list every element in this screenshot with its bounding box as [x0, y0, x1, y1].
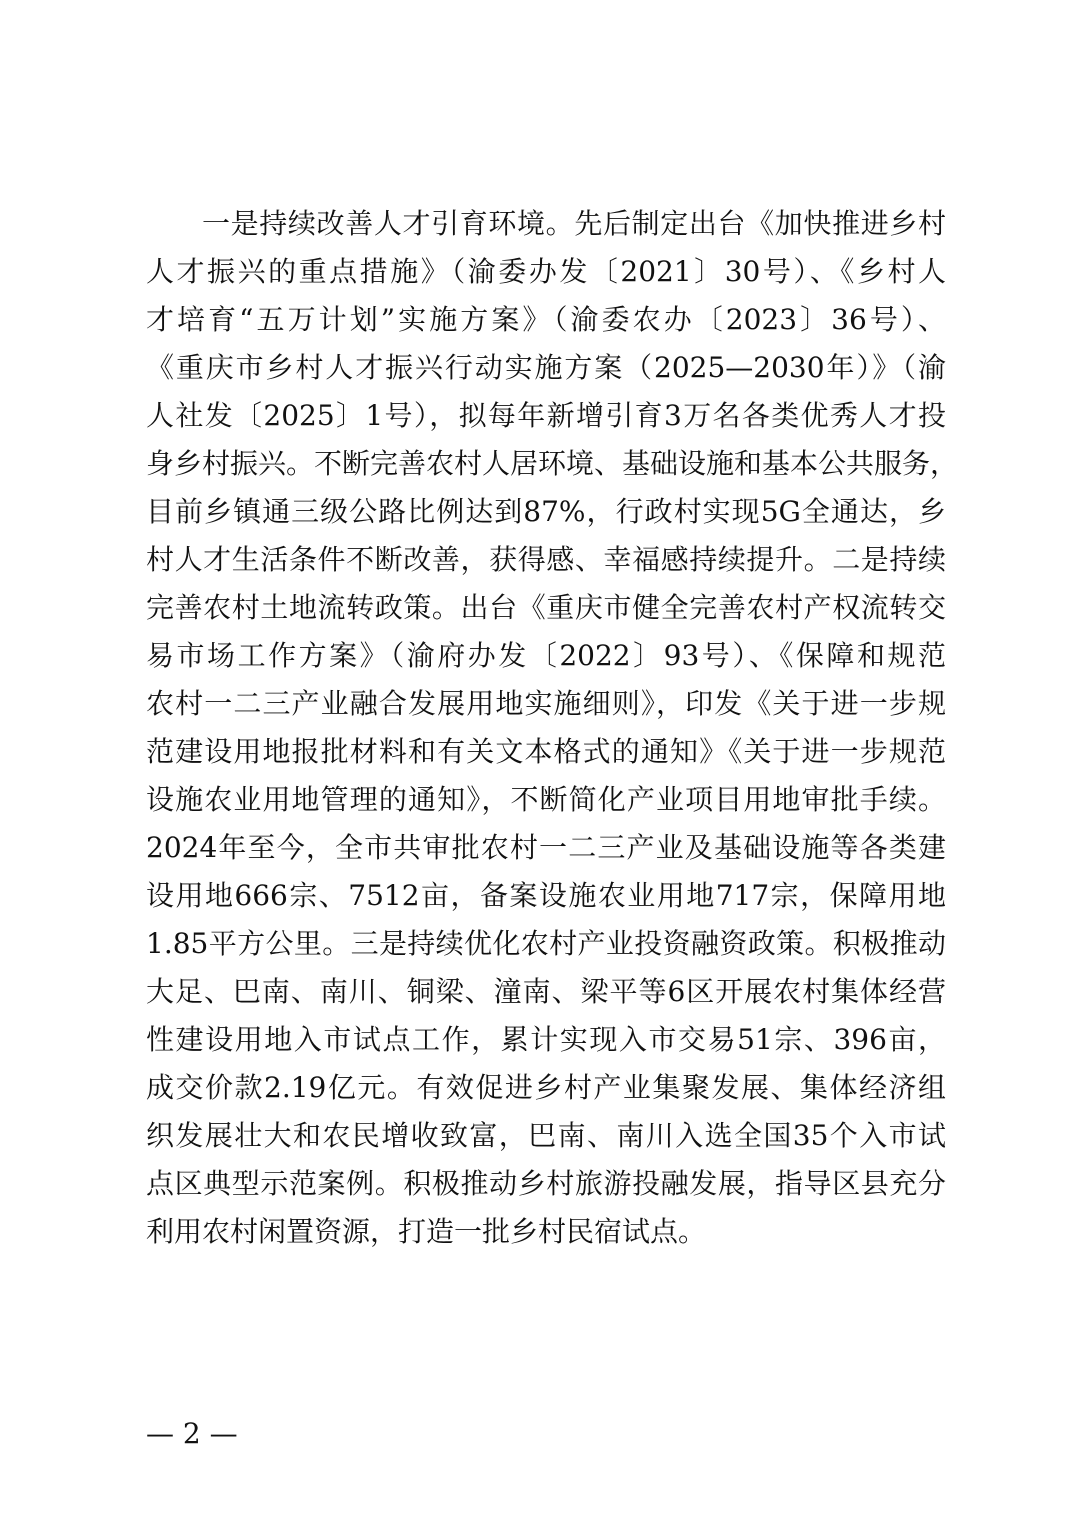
paragraph-line: 农村一二三产业融合发展用地实施细则》，印发《关于进一步规 [146, 687, 946, 720]
paragraph-line: 《重庆市乡村人才振兴行动实施方案（2025—2030年）》（渝 [146, 351, 946, 384]
paragraph-line: 一是持续改善人才引育环境。先后制定出台《加快推进乡村 [202, 207, 946, 240]
paragraph-line: 设用地666宗、7512亩，备案设施农业用地717宗，保障用地 [146, 879, 946, 912]
paragraph-line: 才培育“五万计划”实施方案》（渝委农办〔2023〕36号）、 [146, 303, 946, 336]
paragraph-line: 范建设用地报批材料和有关文本格式的通知》《关于进一步规范 [146, 735, 946, 768]
paragraph-line: 完善农村土地流转政策。出台《重庆市健全完善农村产权流转交 [146, 591, 946, 624]
paragraph-line: 1.85平方公里。三是持续优化农村产业投资融资政策。积极推动 [146, 927, 946, 960]
body-paragraph [146, 200, 959, 1256]
paragraph-line: 身乡村振兴。不断完善农村人居环境、基础设施和基本公共服务， [146, 447, 959, 480]
paragraph-line: 易市场工作方案》（渝府办发〔2022〕93号）、《保障和规范 [146, 639, 946, 672]
page-number: — 2 — [146, 1417, 238, 1450]
paragraph-line: 目前乡镇通三级公路比例达到87%，行政村实现5G全通达，乡 [146, 495, 946, 528]
paragraph-line: 大足、巴南、南川、铜梁、潼南、梁平等6区开展农村集体经营 [146, 975, 946, 1008]
paragraph-line: 织发展壮大和农民增收致富，巴南、南川入选全国35个入市试 [146, 1119, 946, 1152]
paragraph-line: 性建设用地入市试点工作，累计实现入市交易51宗、396亩， [146, 1023, 946, 1056]
paragraph-line: 人才振兴的重点措施》（渝委办发〔2021〕30号）、《乡村人 [146, 255, 946, 288]
paragraph-line: 点区典型示范案例。积极推动乡村旅游投融发展，指导区县充分 [146, 1167, 946, 1200]
paragraph-line: 成交价款2.19亿元。有效促进乡村产业集聚发展、集体经济组 [146, 1071, 946, 1104]
paragraph-line: 人社发〔2025〕1号），拟每年新增引育3万名各类优秀人才投 [146, 399, 946, 432]
paragraph-line: 设施农业用地管理的通知》，不断简化产业项目用地审批手续。 [146, 783, 946, 816]
paragraph-line: 2024年至今，全市共审批农村一二三产业及基础设施等各类建 [146, 831, 946, 864]
paragraph-line: 村人才生活条件不断改善，获得感、幸福感持续提升。二是持续 [146, 543, 946, 576]
paragraph-line: 利用农村闲置资源，打造一批乡村民宿试点。 [146, 1215, 707, 1248]
